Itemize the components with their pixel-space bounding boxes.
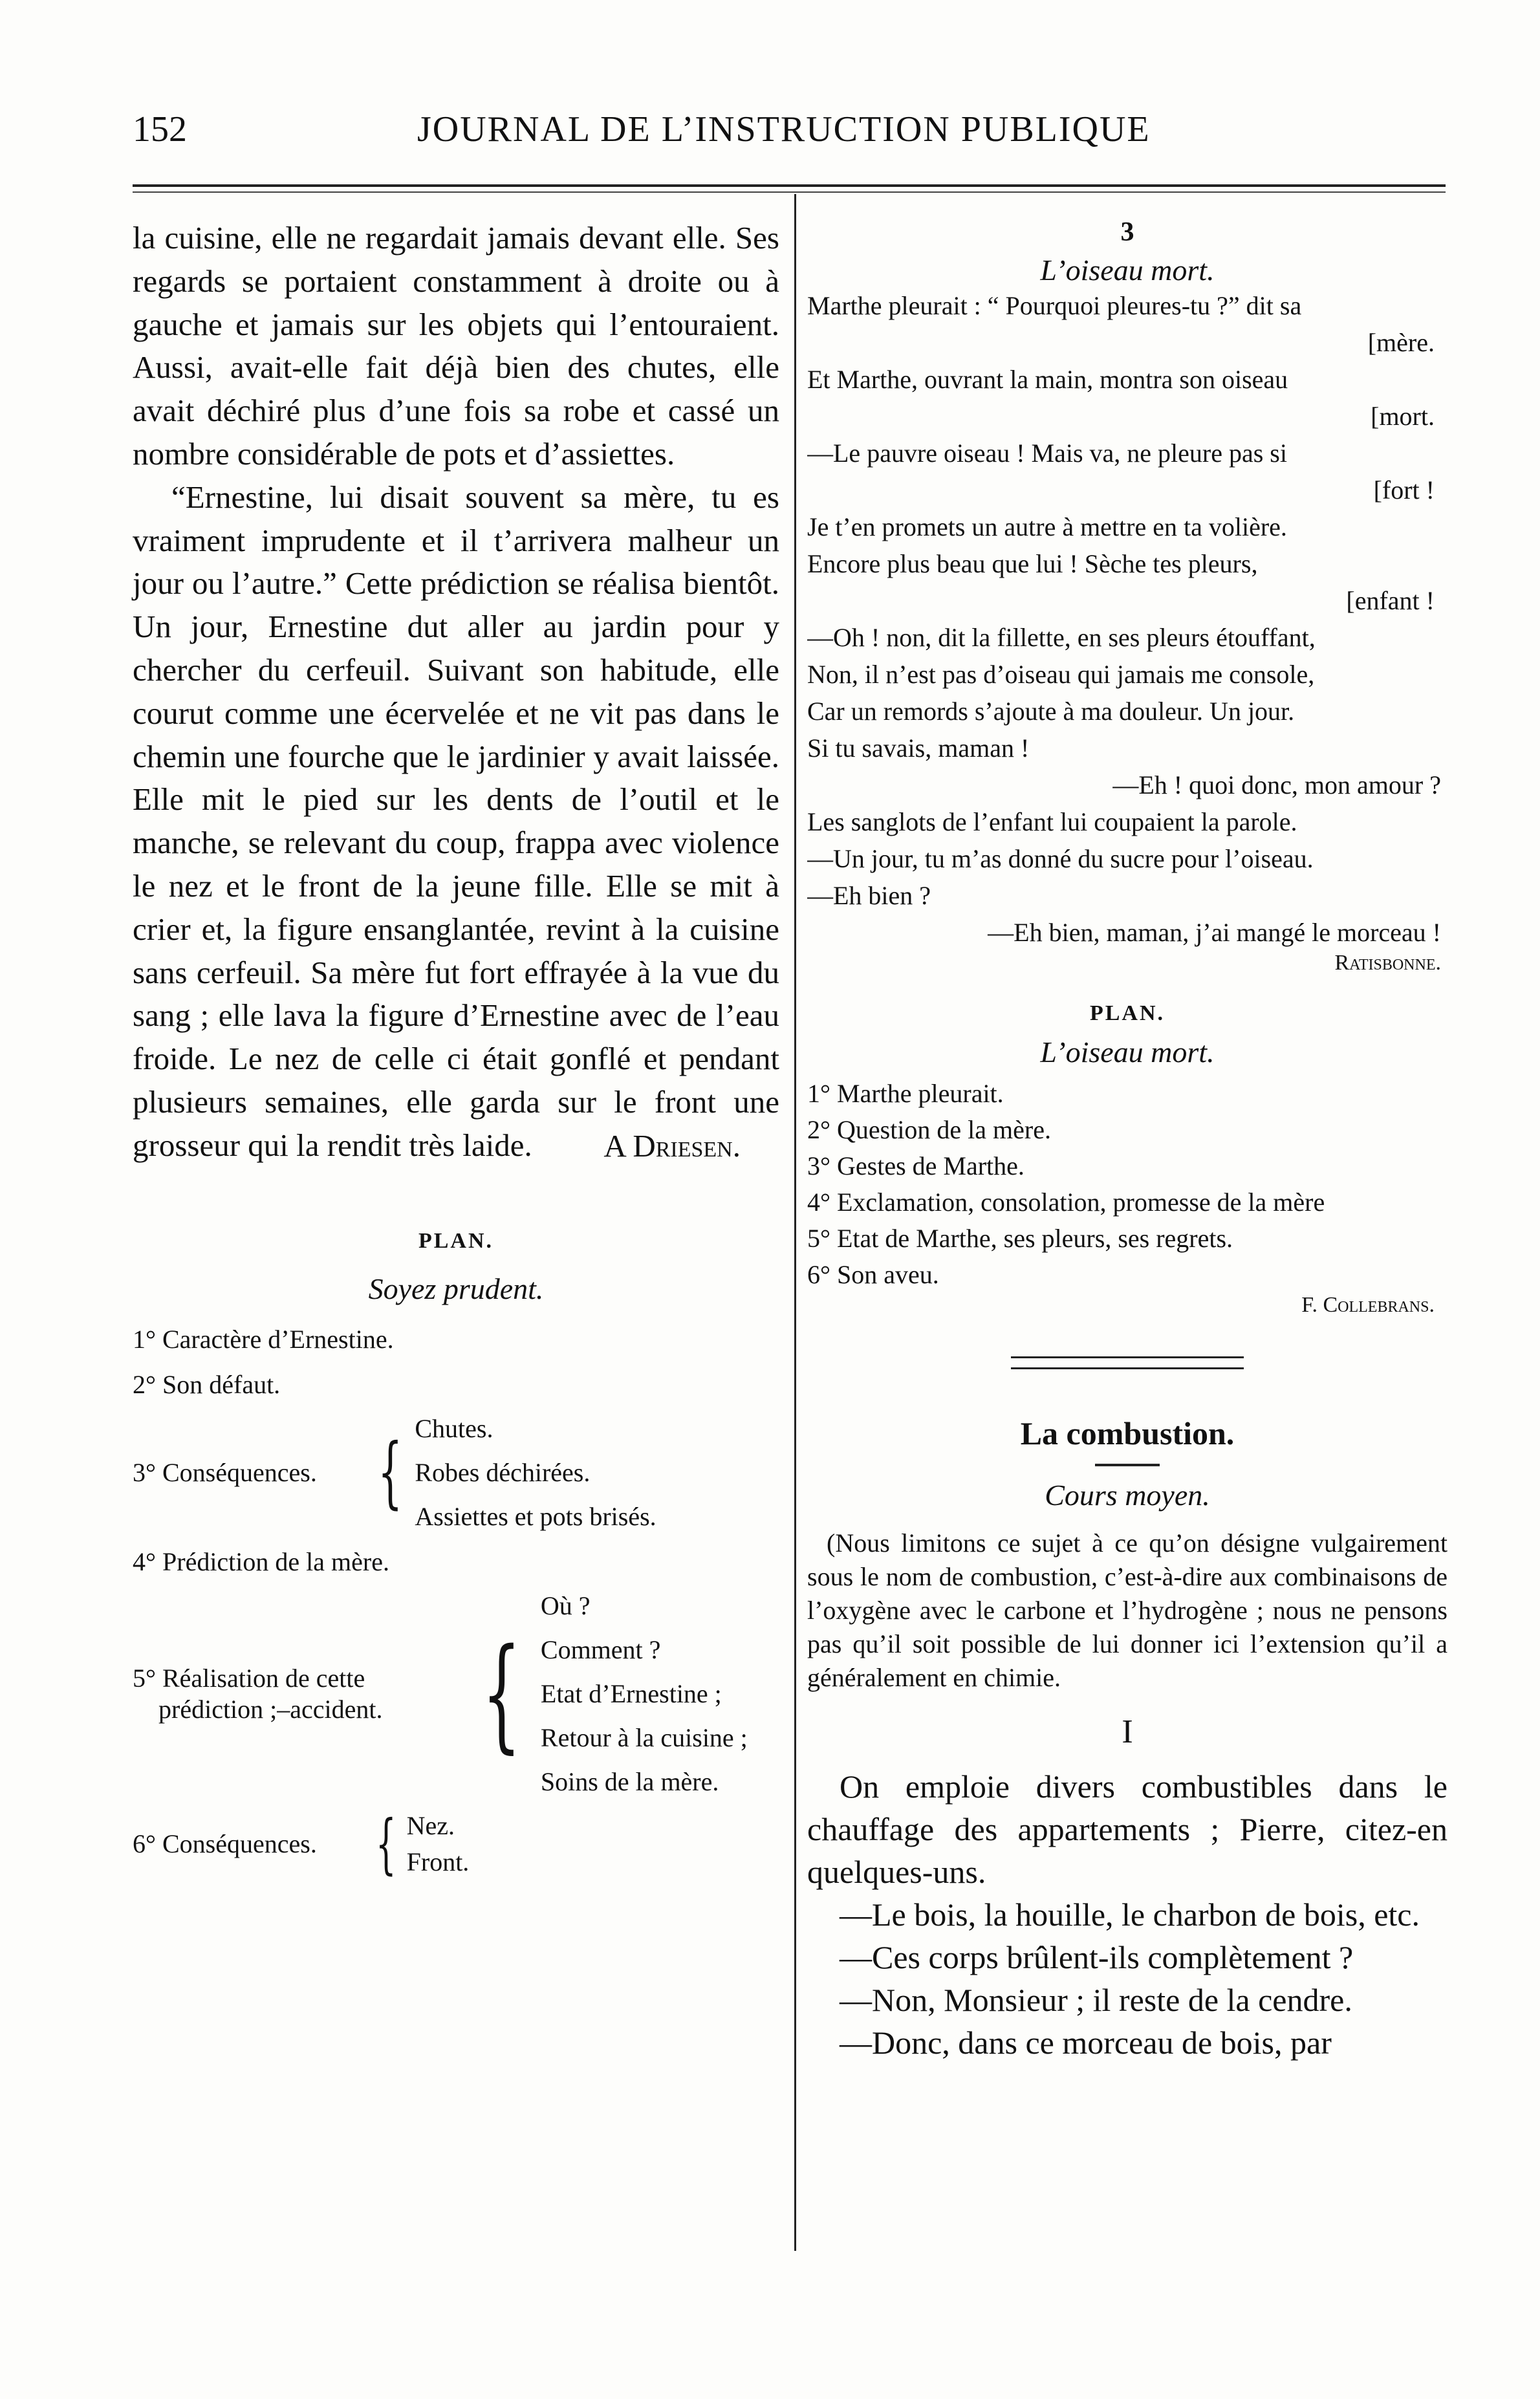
- poem-line-continuation: [fort !: [1373, 475, 1435, 505]
- plan-item: 2° Question de la mère.: [807, 1115, 1051, 1144]
- section-number: 3: [1120, 217, 1134, 247]
- plan-item: 4° Exclamation, consolation, promesse de la mère: [807, 1188, 1325, 1217]
- header-rule: [133, 184, 1446, 187]
- plan-item: 1° Marthe pleurait.: [807, 1079, 1004, 1108]
- poem-title: L’oiseau mort.: [1040, 254, 1215, 287]
- plan-item: 6° Son aveu.: [807, 1260, 939, 1289]
- poem-line-continuation: [enfant !: [1346, 586, 1435, 615]
- plan-item-label: 6° Conséquences.: [133, 1829, 317, 1859]
- intro-paragraph: (Nous limitons ce sujet à ce qu’on désigne vulgairement sous le nom de combustion, c’est-à-dire aux combinaisons de l’oxygène avec le carbone et l’hydrogène ; nous ne pensons pas qu’il soit possible de lui donner ici l’extension qu’il a généralement en chimie.: [807, 1528, 1448, 1692]
- plan-sub-item: Chutes.: [415, 1414, 493, 1444]
- poem-line: Si tu savais, maman !: [807, 733, 1030, 763]
- lesson-paragraph: —Ces corps brûlent-ils complètement ?: [840, 1939, 1354, 1975]
- section-title: La combustion.: [1020, 1415, 1235, 1451]
- plan-subtitle: L’oiseau mort.: [1040, 1036, 1215, 1069]
- poem-line: Non, il n’est pas d’oiseau qui jamais me console,: [807, 660, 1315, 689]
- poem-line: —Eh ! quoi donc, mon amour ?: [1112, 770, 1441, 799]
- plan-author: [807, 1293, 1448, 1318]
- plan-item: 1° Caractère d’Ernestine.: [133, 1325, 394, 1354]
- page-header: [133, 109, 1187, 160]
- poem-line-continuation: [mort.: [1371, 402, 1435, 431]
- right-column: [807, 217, 1448, 2064]
- page-number: 152: [133, 109, 187, 149]
- double-rule: [1011, 1356, 1244, 1369]
- plan-title: PLAN.: [1089, 1001, 1166, 1025]
- poem-line: Je t’en promets un autre à mettre en ta volière.: [807, 512, 1287, 541]
- poem-line: Encore plus beau que lui ! Sèche tes pleurs,: [807, 549, 1258, 578]
- plan-label-line: prédiction ;–accident.: [158, 1695, 383, 1724]
- lesson-paragraph: —Le bois, la houille, le charbon de bois, etc.: [840, 1896, 1420, 1933]
- story-paragraph: “Ernestine, lui disait souvent sa mère, tu es vraiment imprudente et il t’arrivera malheur un jour ou l’autre.” Cette prédiction se réalisa bientôt. Un jour, Ernestine dut aller au jardin pour y chercher du cerfeuil. Suivant son habitude, elle courut comme une écervelée et ne vit pas dans le chemin une fourche que le jardinier y avait laissée. Elle mit le pied sur les dents de l’outil et le manche, se relevant du coup, frappa avec violence le nez et le front de la jeune fille. Elle se mit à crier et, la figure ensanglantée, revint à la cuisine sans cerfeuil. Sa mère fut fort effrayée à la vue du sang ; elle lava la figure d’Ernestine avec de l’eau froide. Le nez de celle ci était gonflé et pendant plusieurs semaines, elle garda sur le front une grosseur qui la rendit très laide.: [133, 479, 779, 1163]
- poem-author: [807, 951, 1448, 975]
- poem-line: —Eh bien, maman, j’ai mangé le morceau !: [988, 918, 1441, 947]
- lesson-paragraph: —Donc, dans ce morceau de bois, par: [840, 2024, 1332, 2061]
- poem: [807, 287, 1448, 951]
- plan-sub-list: [415, 1407, 656, 1539]
- poem-line: Les sanglots de l’enfant lui coupaient la parole.: [807, 807, 1297, 836]
- plan-sub-item: Etat d’Ernestine ;: [540, 1679, 722, 1709]
- plan-sub-item: Où ?: [540, 1591, 591, 1621]
- plan-item: 2° Son défaut.: [133, 1370, 281, 1400]
- author-name: Ratisbonne.: [1334, 951, 1441, 975]
- plan-item-consequences: [133, 1407, 779, 1539]
- plan-sub-item: Retour à la cuisine ;: [540, 1723, 748, 1753]
- plan-item-label: 3° Conséquences.: [133, 1458, 317, 1488]
- poem-line: —Oh ! non, dit la fillette, en ses pleurs étouffant,: [807, 623, 1316, 652]
- plan-sub-item: Soins de la mère.: [540, 1767, 719, 1797]
- author-name: A Driesen.: [603, 1127, 741, 1164]
- lesson-paragraph: On emploie divers combustibles dans le chauffage des appartements ; Pierre, citez-en quelques-uns.: [807, 1768, 1448, 1890]
- plan-sub-item: Nez.: [406, 1811, 455, 1841]
- poem-line: —Eh bien ?: [807, 881, 931, 910]
- plan-sub-item: Robes déchirées.: [415, 1458, 591, 1488]
- plan-item: 5° Etat de Marthe, ses pleurs, ses regrets.: [807, 1224, 1233, 1253]
- plan-label-line: 5° Réalisation de cette: [133, 1664, 365, 1693]
- section-subtitle: Cours moyen.: [1045, 1479, 1210, 1512]
- plan-sub-list: [407, 1808, 470, 1880]
- left-column: [133, 217, 779, 1880]
- brace-icon: {: [375, 1806, 396, 1882]
- plan-sub-item: Front.: [406, 1847, 470, 1877]
- plan-item-consequences-2: [133, 1808, 779, 1880]
- running-title: JOURNAL DE L’INSTRUCTION PUBLIQUE: [417, 109, 1151, 149]
- poem-line: Et Marthe, ouvrant la main, montra son oiseau: [807, 365, 1288, 394]
- plan-sub-list: [541, 1584, 748, 1804]
- plan-title: PLAN.: [418, 1229, 494, 1254]
- plan-list: [807, 1076, 1448, 1293]
- part-number: I: [1122, 1713, 1133, 1750]
- lesson-paragraph: —Non, Monsieur ; il reste de la cendre.: [840, 1982, 1352, 2018]
- plan-item: 3° Gestes de Marthe.: [807, 1151, 1025, 1180]
- column-divider: [794, 194, 796, 2251]
- brace-icon: {: [378, 1427, 403, 1518]
- author-name: F. Collebrans.: [1301, 1293, 1435, 1317]
- story-paragraph: la cuisine, elle ne regardait jamais devant elle. Ses regards se portaient constamment à droite ou à gauche et jamais sur les objets qui l’entouraient. Aussi, avait-elle fait déjà bien des chutes, elle avait déchiré plus d’une fois sa robe et cassé un nombre considérable de pots et d’assiettes.: [133, 220, 779, 472]
- plan-item-label: [133, 1663, 462, 1725]
- poem-line: —Un jour, tu m’as donné du sucre pour l’oiseau.: [807, 844, 1314, 873]
- plan-subtitle: Soyez prudent.: [368, 1272, 544, 1306]
- plan-item: 4° Prédiction de la mère.: [133, 1547, 389, 1577]
- poem-line-continuation: [mère.: [1367, 328, 1435, 357]
- poem-line: Car un remords s’ajoute à ma douleur. Un jour.: [807, 697, 1295, 726]
- plan-item-realisation: [133, 1584, 779, 1804]
- brace-icon: {: [482, 1622, 521, 1766]
- poem-line: —Le pauvre oiseau ! Mais va, ne pleure pas si: [807, 439, 1287, 468]
- plan-sub-item: Comment ?: [540, 1635, 661, 1665]
- header-rule-thin: [133, 191, 1446, 193]
- poem-line: Marthe pleurait : “ Pourquoi pleures-tu ?” dit sa: [807, 291, 1302, 320]
- plan-sub-item: Assiettes et pots brisés.: [415, 1502, 656, 1532]
